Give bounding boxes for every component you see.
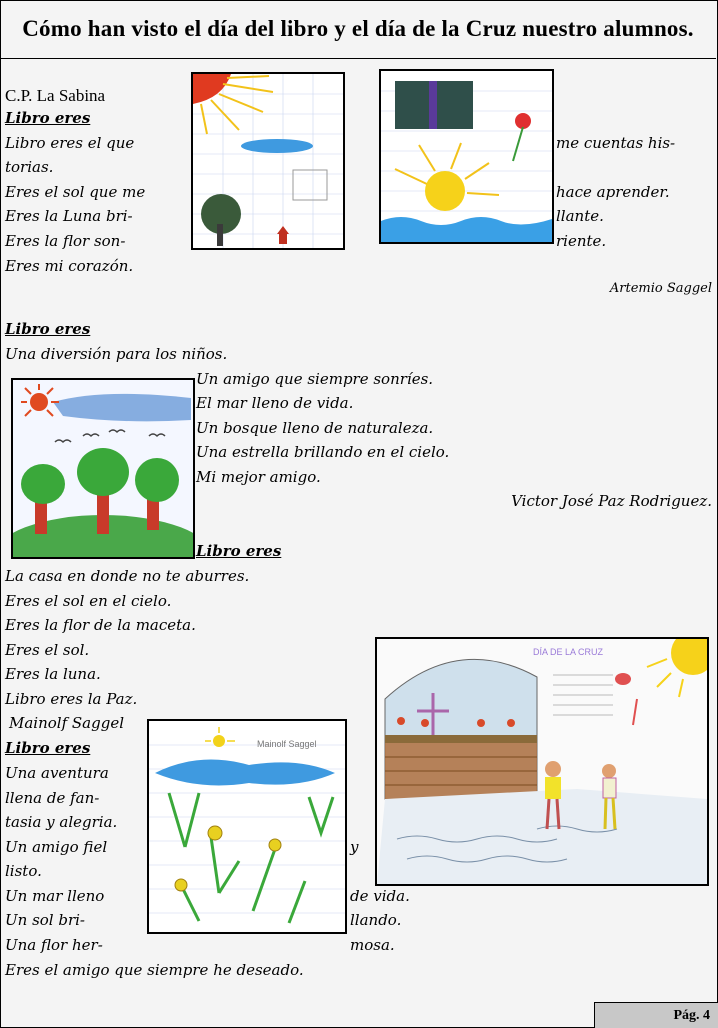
poem4-line-right: de vida. <box>350 887 410 905</box>
poem4-line: Eres el amigo que siempre he deseado. <box>5 961 304 979</box>
poem3-heading: Libro eres <box>196 542 282 560</box>
poem3-line: Eres el sol en el cielo. <box>5 592 172 610</box>
drawing-lake-flowers <box>147 719 347 934</box>
poem4-line: Una aventura <box>5 764 109 782</box>
drawing-signature: Mainolf Saggel <box>257 739 317 749</box>
poem3-line: Eres la flor de la maceta. <box>5 616 196 634</box>
school-name: C.P. La Sabina <box>5 86 106 105</box>
poem4-line-right: mosa. <box>350 936 395 954</box>
poem4-heading: Libro eres <box>5 739 91 757</box>
poem4-line-right: y <box>350 838 359 856</box>
poem3-line: Eres la luna. <box>5 665 101 683</box>
poem4-line: listo. <box>5 862 42 880</box>
drawing-cruz <box>375 637 709 886</box>
poem2-line: Un bosque lleno de naturaleza. <box>196 419 434 437</box>
poem1-line: Eres la flor son- <box>5 232 126 250</box>
drawing-book-sun-flower <box>379 69 554 244</box>
poem1-line: Eres el sol que me <box>5 183 146 201</box>
poem4-line: Un mar lleno <box>5 887 105 905</box>
poem2-line: Mi mejor amigo. <box>196 468 321 486</box>
poem3-author: Mainolf Saggel <box>9 714 125 732</box>
poem2-heading: Libro eres <box>5 320 91 338</box>
poem2-line: Una diversión para los niños. <box>5 345 228 363</box>
poem4-line: Un sol bri- <box>5 911 86 929</box>
poem1-author: Artemio Saggel <box>609 281 712 296</box>
poem1-line-right: llante. <box>556 207 604 225</box>
poem1-line: Eres mi corazón. <box>5 257 134 275</box>
poem4-line: Una flor her- <box>5 936 103 954</box>
poem1-line-right: hace aprender. <box>556 183 670 201</box>
poem4-line: llena de fan- <box>5 789 100 807</box>
poem1-line: torias. <box>5 158 54 176</box>
poem1-line: Eres la Luna bri- <box>5 207 133 225</box>
poem3-line: Libro eres la Paz. <box>5 690 138 708</box>
poem2-line: El mar lleno de vida. <box>196 394 354 412</box>
drawing-trees <box>11 378 195 559</box>
drawing-sun-tree <box>191 72 345 250</box>
poem4-line-right: llando. <box>350 911 402 929</box>
poem2-line: Un amigo que siempre sonríes. <box>196 370 434 388</box>
page-number: Pág. 4 <box>594 1002 718 1028</box>
poem3-line: La casa en donde no te aburres. <box>5 567 250 585</box>
poem2-author: Victor José Paz Rodriguez. <box>511 492 712 510</box>
page-title: Cómo han visto el día del libro y el día de la Cruz nuestro alumnos. <box>0 0 716 59</box>
poem3-line: Eres el sol. <box>5 641 90 659</box>
poem4-line: Un amigo fiel <box>5 838 108 856</box>
poem1-line: Libro eres el que <box>5 134 135 152</box>
poem4-line: tasia y alegria. <box>5 813 118 831</box>
poem1-line-right: riente. <box>556 232 607 250</box>
poem1-heading: Libro eres <box>5 109 91 127</box>
poem2-line: Una estrella brillando en el cielo. <box>196 443 450 461</box>
drawing-cross-caption: DÍA DE LA CRUZ <box>533 647 604 657</box>
poem1-line-right: me cuentas his- <box>556 134 676 152</box>
